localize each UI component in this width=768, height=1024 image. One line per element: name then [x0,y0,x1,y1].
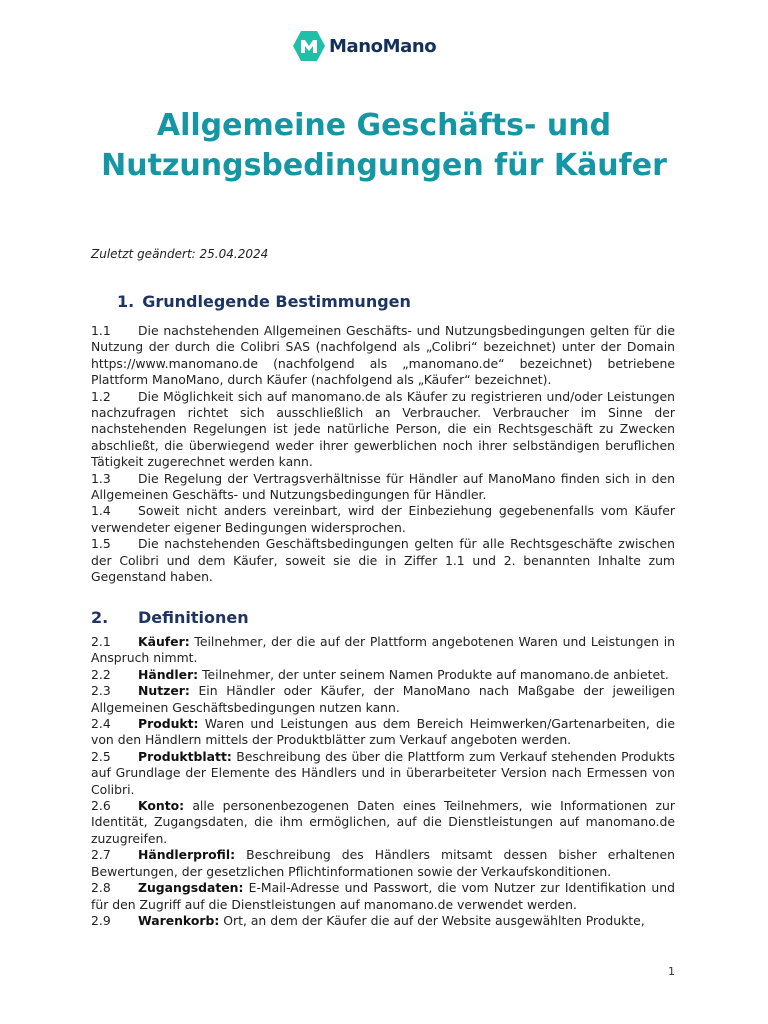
definition-term: Produktblatt: [138,748,232,764]
page-number: 1 [668,965,675,978]
clause-number: 1.3 [91,470,111,486]
page-title: Allgemeine Geschäfts- und Nutzungsbedingungen für Käufer [101,108,667,183]
definition-number: 2.3 [91,683,111,699]
definition-2-4 [91,716,675,749]
clause-text: Die nachstehenden Allgemeinen Geschäfts- und Nutzungsbedingungen gelten für die Nutzung der durch die Colibri SAS (nachfolgend als „Colibri“ bezeichnet) unter der Domain https://www.manomano.de (nachfolgend als „manomano.de“ bezeichnet) betriebene Plattform ManoMano, durch Käufer (nachfolgend als „Käufer“ bezeichnet). [91,323,675,388]
definition-text: E-Mail-Adresse und Passwort, die vom Nutzer zur Identifikation und für den Zugriff auf die Dienstleistungen auf manomano.de verwendet werden. [91,880,675,912]
definition-term: Nutzer: [138,683,190,699]
clause-text: Die Möglichkeit sich auf manomano.de als Käufer zu registrieren und/oder Leistungen nachzufragen richtet sich ausschließlich an Verbraucher. Verbraucher im Sinne der nachstehenden Regelungen ist jede natürliche Person, die ein Rechtsgeschäft zu Zwecken abschließt, die überwiegend weder ihrer gewerblichen noch ihrer selbständigen beruflichen Tätigkeit zugerechnet werden kann. [91,388,675,470]
definition-term: Produkt: [138,716,199,732]
section-2-number: 2. [91,608,109,627]
definition-2-9 [91,913,675,929]
definition-text: Teilnehmer, der die auf der Plattform angebotenen Waren und Leistungen in Anspruch nimmt. [91,634,675,666]
section-1-body [91,323,675,586]
definition-term: Käufer: [138,634,190,649]
section-2-title: Definitionen [138,608,249,627]
section-1-title: Grundlegende Bestimmungen [142,292,411,311]
definition-text: Beschreibung des Händlers mitsamt dessen bisher erhaltenen Bewertungen, der gesetzlichen Pflichtinformationen sowie der Verkaufskonditionen. [91,847,675,879]
section-2-body [91,634,675,929]
manomano-logo-icon [292,30,326,62]
definition-2-8 [91,880,675,913]
definition-2-5 [91,749,675,798]
last-updated: Zuletzt geändert: 25.04.2024 [91,247,269,261]
definition-2-3 [91,683,675,716]
definition-number: 2.1 [91,634,111,649]
definition-number: 2.5 [91,748,111,764]
definition-text: Waren und Leistungen aus dem Bereich Heimwerken/Gartenarbeiten, die von den Händlern mittels der Produktblätter zum Verkauf angeboten werden. [91,716,675,748]
logo-text: ManoMano [329,35,437,57]
definition-term: Zugangsdaten: [138,880,244,896]
clause-text: Die nachstehenden Geschäftsbedingungen gelten für alle Rechtsgeschäfte zwischen der Colibri und dem Käufer, soweit sie die in Ziffer 1.1 und 2. benannten Inhalte zum Gegenstand haben. [91,536,675,585]
clause-1-5 [91,536,675,585]
definition-number: 2.8 [91,880,111,896]
definition-term: Konto: [138,798,185,814]
section-2-heading [91,608,249,627]
clause-number: 1.4 [91,503,111,519]
definition-text: Ein Händler oder Käufer, der ManoMano nach Maßgabe der jeweiligen Allgemeinen Geschäftsbedingungen nutzen kann. [91,683,675,715]
definition-2-2 [91,667,675,683]
definition-text: alle personenbezogenen Daten eines Teilnehmers, wie Informationen zur Identität, Zugangsdaten, die ihm ermöglichen, auf die Dienstleistungen auf manomano.de zuzugreifen. [91,798,675,846]
definition-2-7 [91,847,675,880]
definition-number: 2.2 [91,666,111,682]
definition-text: Teilnehmer, der unter seinem Namen Produkte auf manomano.de anbietet. [202,666,669,682]
clause-1-2 [91,389,675,471]
definition-term: Händlerprofil: [138,847,236,863]
clause-text: Soweit nicht anders vereinbart, wird der Einbeziehung gegebenenfalls vom Käufer verwendeter eigener Bedingungen widersprochen. [91,503,675,535]
definition-number: 2.7 [91,847,111,863]
definition-number: 2.6 [91,798,111,814]
definition-2-1 [91,634,675,667]
definition-number: 2.4 [91,716,111,732]
clause-1-1 [91,323,675,389]
definition-text: Ort, an dem der Käufer die auf der Website ausgewählten Produkte, [223,912,645,928]
definition-number: 2.9 [91,912,111,928]
clause-1-3 [91,471,675,504]
clause-number: 1.5 [91,536,111,552]
definition-text: Beschreibung des über die Plattform zum Verkauf stehenden Produkts auf Grundlage der Elemente des Händlers und in überarbeiteter Version nach Ermessen von Colibri. [91,748,675,797]
clause-1-4 [91,503,675,536]
clause-number: 1.2 [91,388,111,404]
clause-number: 1.1 [91,323,111,338]
definition-term: Warenkorb: [138,912,220,928]
section-1-heading [117,292,411,311]
manomano-logo [292,28,436,64]
definition-term: Händler: [138,666,199,682]
section-1-number: 1. [117,292,135,311]
clause-text: Die Regelung der Vertragsverhältnisse für Händler auf ManoMano finden sich in den Allgemeinen Geschäfts- und Nutzungsbedingungen für Händler. [91,470,675,503]
definition-2-6 [91,798,675,847]
